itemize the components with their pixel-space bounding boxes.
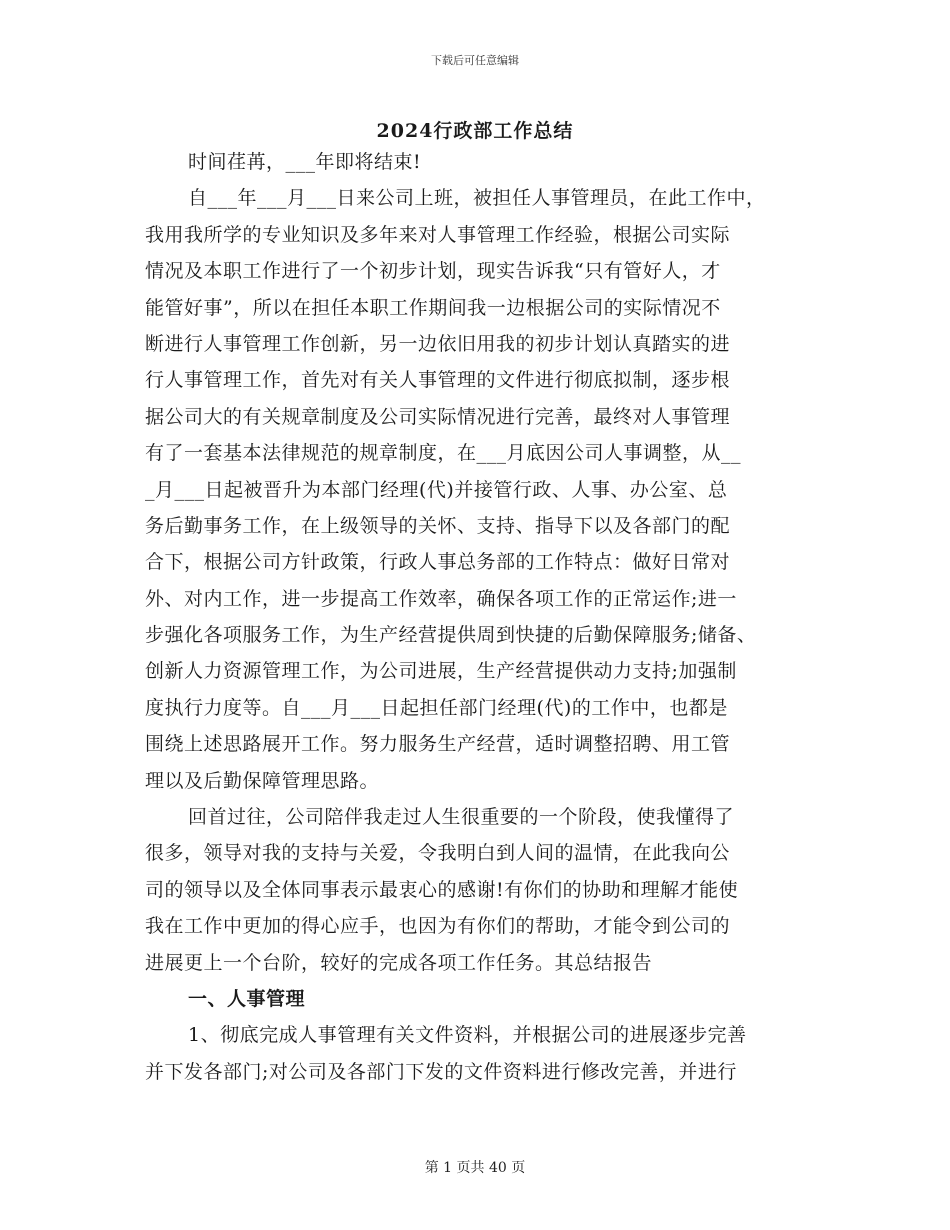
body-line: 进展更上一个台阶，较好的完成各项工作任务。其总结报告 (145, 951, 653, 974)
document-body (145, 144, 825, 1090)
body-line: 时间荏苒，___年即将结束! (188, 151, 422, 173)
body-line: 很多，领导对我的支持与关爱，令我明白到人间的温情，在此我向公 (145, 842, 731, 865)
body-line: _月___日起被晋升为本部门经理(代)并接管行政、人事、办公室、总 (145, 478, 728, 501)
body-line: 步强化各项服务工作，为生产经营提供周到快捷的后勤保障服务;储备、 (145, 624, 757, 647)
body-line: 1、彻底完成人事管理有关文件资料，并根据公司的进展逐步完善 (188, 1024, 747, 1047)
body-line: 自___年___月___日来公司上班，被担任人事管理员，在此工作中， (188, 187, 766, 210)
body-line: 据公司大的有关规章制度及公司实际情况进行完善，最终对人事管理 (145, 405, 731, 428)
body-line: 我在工作中更加的得心应手，也因为有你们的帮助，才能令到公司的 (145, 915, 731, 938)
section-heading: 一、人事管理 (188, 987, 306, 1010)
body-line: 务后勤事务工作，在上级领导的关怀、支持、指导下以及各部门的配 (145, 514, 731, 537)
body-line: 度执行力度等。自___月___日起担任部门经理(代)的工作中，也都是 (145, 696, 728, 719)
body-line: 并下发各部门;对公司及各部门下发的文件资料进行修改完善，并进行 (145, 1060, 737, 1083)
document-title: 2024行政部工作总结 (376, 120, 574, 142)
body-line: 围绕上述思路展开工作。努力服务生产经营，适时调整招聘、用工管 (145, 733, 731, 756)
body-line: 我用我所学的专业知识及多年来对人事管理工作经验，根据公司实际 (145, 223, 731, 246)
body-line: 断进行人事管理工作创新，另一边依旧用我的初步计划认真踏实的进 (145, 332, 731, 355)
body-line: 行人事管理工作，首先对有关人事管理的文件进行彻底拟制，逐步根 (145, 369, 731, 392)
body-line: 司的领导以及全体同事表示最衷心的感谢!有你们的协助和理解才能使 (145, 878, 739, 901)
body-line: 能管好事”，所以在担任本职工作期间我一边根据公司的实际情况不 (145, 296, 721, 319)
body-line: 回首过往，公司陪伴我走过人生很重要的一个阶段，使我懂得了 (188, 806, 735, 829)
page-header-note: 下载后可任意编辑 (431, 54, 519, 67)
body-line: 外、对内工作，进一步提高工作效率，确保各项工作的正常运作;进一 (145, 587, 737, 610)
body-line: 情况及本职工作进行了一个初步计划，现实告诉我“只有管好人，才 (145, 260, 721, 283)
body-line: 合下，根据公司方针政策，行政人事总务部的工作特点：做好日常对 (145, 551, 731, 574)
body-line: 有了一套基本法律规范的规章制度，在___月底因公司人事调整，从__ (145, 442, 742, 465)
body-line: 理以及后勤保障管理思路。 (145, 769, 380, 792)
body-line: 创新人力资源管理工作，为公司进展，生产经营提供动力支持;加强制 (145, 660, 737, 683)
page-number: 第 1 页共 40 页 (424, 1160, 526, 1176)
